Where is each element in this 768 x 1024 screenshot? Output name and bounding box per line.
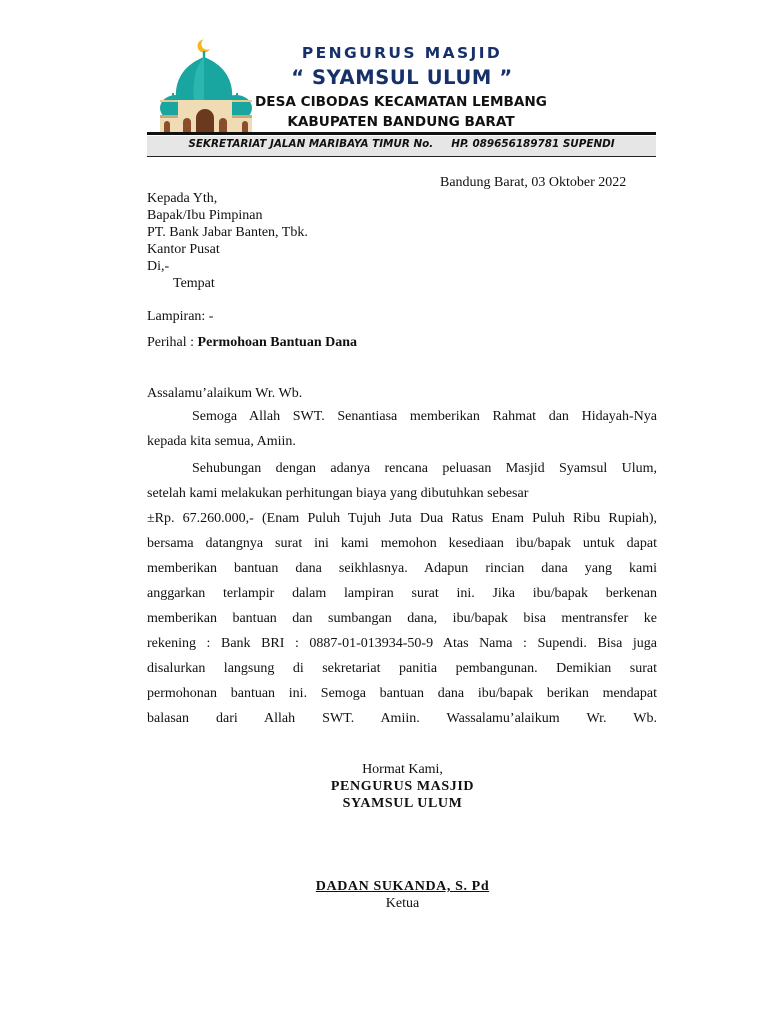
signer-title: Ketua <box>385 896 420 911</box>
recipient-line: PT. Bank Jabar Banten, Tbk. <box>147 225 308 240</box>
secretariat-address: SEKRETARIAT JALAN MARIBAYA TIMUR No. <box>188 138 434 150</box>
recipient-line: Kantor Pusat <box>147 242 220 257</box>
paragraph-line: ±Rp. 67.260.000,- (Enam Puluh Tujuh Juta Dua Ratus Enam Puluh Ribu Rupiah), <box>147 511 657 526</box>
paragraph-line: Semoga Allah SWT. Senantiasa memberikan Rahmat dan Hidayah-Nya <box>192 409 657 424</box>
place-date: Bandung Barat, 03 Oktober 2022 <box>440 175 627 190</box>
letterhead-divider <box>147 132 656 135</box>
mosque-logo-icon <box>156 38 256 134</box>
recipient-line: Kepada Yth, <box>147 191 218 206</box>
paragraph-line: anggarkan terlampir dalam lampiran surat ini. Jika ibu/bapak berkenan <box>147 586 657 601</box>
recipient-line: Tempat <box>173 276 215 291</box>
recipient-line: Bapak/Ibu Pimpinan <box>147 208 263 223</box>
signature-org-line1: PENGURUS MASJID <box>330 779 475 794</box>
paragraph-line: kepada kita semua, Amiin. <box>147 434 296 449</box>
paragraph-line: bersama datangnya surat ini kami memohon kesediaan ibu/bapak untuk dapat <box>147 536 657 551</box>
greeting: Assalamu’alaikum Wr. Wb. <box>147 386 303 401</box>
paragraph-line: Sehubungan dengan adanya rencana peluasan Masjid Syamsul Ulum, <box>192 461 657 476</box>
signature-org-line2: SYAMSUL ULUM <box>342 796 463 811</box>
paragraph-line: memberikan bantuan dan sumbangan dana, ibu/bapak bisa mentransfer ke <box>147 611 657 626</box>
paragraph-2 <box>147 456 657 731</box>
recipient-line: Di,- <box>147 259 170 274</box>
contact-phone: HP. 089656189781 SUPENDI <box>451 138 615 150</box>
paragraph-line: setelah kami melakukan perhitungan biaya yang dibutuhkan sebesar <box>147 486 529 501</box>
signer-name-text: DADAN SUKANDA, S. Pd <box>315 879 490 894</box>
signer-name <box>250 878 555 895</box>
attachment-line: Lampiran: - <box>147 309 214 324</box>
subject-line <box>147 334 357 351</box>
paragraph-line: rekening : Bank BRI : 0887-01-013934-50-9 Atas Nama : Supendi. Bisa juga <box>147 636 657 651</box>
village-heading: DESA CIBODAS KECAMATAN LEMBANG <box>255 94 547 110</box>
address-line <box>147 138 656 150</box>
mosque-name-heading: “ SYAMSUL ULUM ” <box>291 66 513 89</box>
paragraph-1 <box>147 404 657 454</box>
org-type-heading: PENGURUS MASJID <box>301 44 503 62</box>
closing: Hormat Kami, <box>362 762 443 777</box>
paragraph-line: permohonan bantuan ini. Semoga bantuan dana ibu/bapak berikan mendapat <box>147 686 657 701</box>
subject-text: Permohoan Bantuan Dana <box>197 335 358 350</box>
regency-heading: KABUPATEN BANDUNG BARAT <box>287 114 515 130</box>
subject-label: Perihal : <box>147 335 198 350</box>
paragraph-line: memberikan bantuan dana seikhlasnya. Adapun rincian dana yang kami <box>147 561 657 576</box>
paragraph-line: disalurkan langsung di sekretariat panitia pembangunan. Demikian surat <box>147 661 657 676</box>
paragraph-line: balasan dari Allah SWT. Amiin. Wassalamu’alaikum Wr. Wb. <box>147 711 657 726</box>
